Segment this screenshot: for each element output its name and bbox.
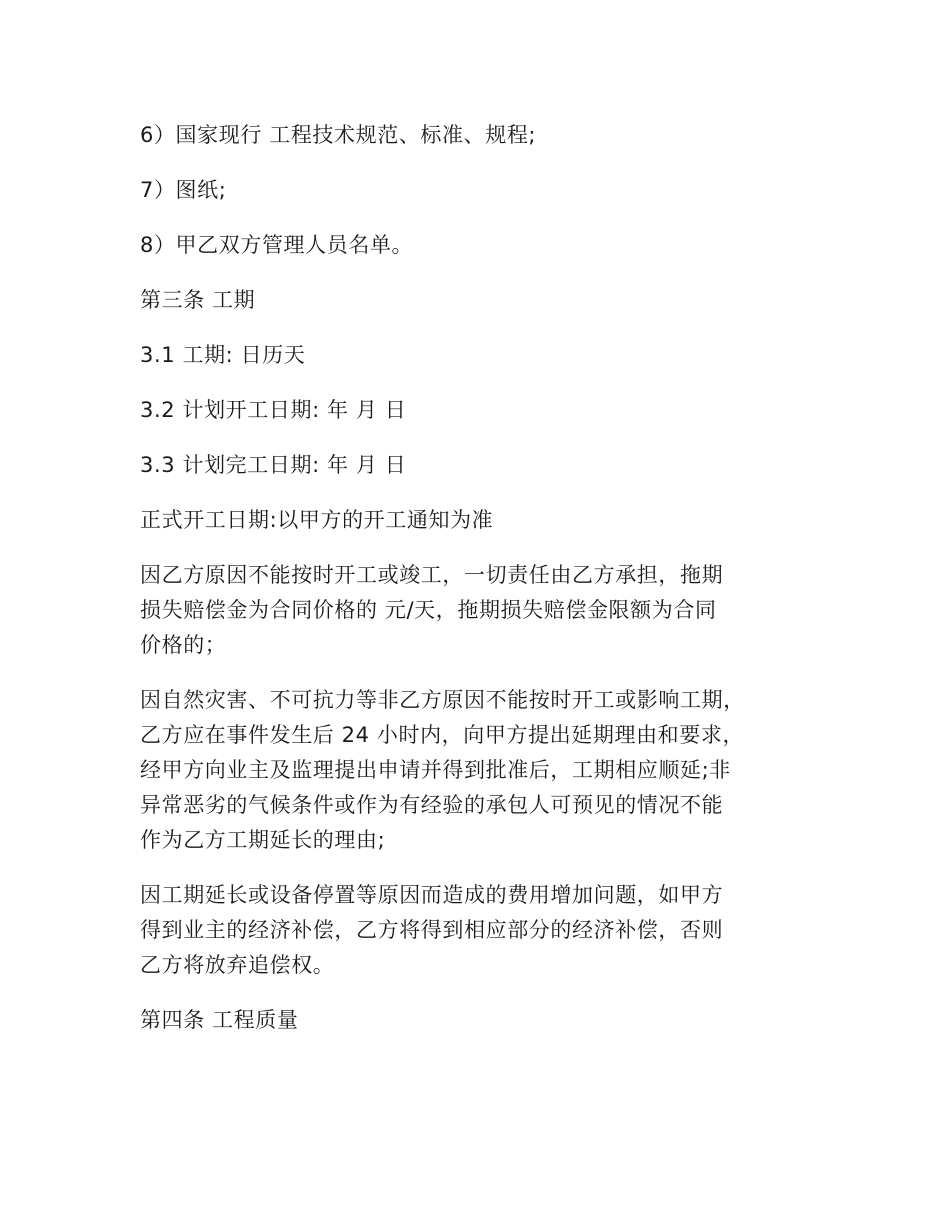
clause-item-8: 8）甲乙双方管理人员名单。 [140,233,414,257]
official-start-date-note: 正式开工日期:以甲方的开工通知为准 [140,508,494,532]
paragraph-line: 损失赔偿金为合同价格的 元/天，拖期损失赔偿金限额为合同 [140,598,717,622]
clause-3-1: 3.1 工期: 日历天 [140,343,306,367]
paragraph-line: 得到业主的经济补偿，乙方将得到相应部分的经济补偿，否则 [140,918,724,942]
paragraph-line: 因工期延长或设备停置等原因而造成的费用增加问题，如甲方 [140,883,724,907]
paragraph-line: 异常恶劣的气候条件或作为有经验的承包人可预见的情况不能 [140,793,724,817]
cost-compensation-paragraph [140,878,816,983]
paragraph-line: 乙方将放弃追偿权。 [140,953,335,977]
paragraph-line: 价格的； [140,633,227,657]
clause-3-3: 3.3 计划完工日期: 年 月 日 [140,453,407,477]
section-four-title: 第四条 工程质量 [140,1008,299,1032]
clause-3-2: 3.2 计划开工日期: 年 月 日 [140,398,407,422]
paragraph-line: 作为乙方工期延长的理由; [140,828,386,852]
force-majeure-paragraph [140,683,816,858]
document-body [140,118,816,1058]
section-three-title: 第三条 工期 [140,288,256,312]
clause-item-6: 6）国家现行 工程技术规范、标准、规程; [140,123,537,147]
paragraph-line: 因自然灾害、不可抗力等非乙方原因不能按时开工或影响工期， [140,688,745,712]
paragraph-line: 因乙方原因不能按时开工或竣工，一切责任由乙方承担，拖期 [140,563,724,587]
paragraph-line: 经甲方向业主及监理提出申请并得到批准后，工期相应顺延;非 [140,758,731,782]
clause-item-7: 7）图纸; [140,178,227,202]
delay-liability-paragraph [140,558,816,663]
paragraph-line: 乙方应在事件发生后 24 小时内，向甲方提出延期理由和要求， [140,723,745,747]
